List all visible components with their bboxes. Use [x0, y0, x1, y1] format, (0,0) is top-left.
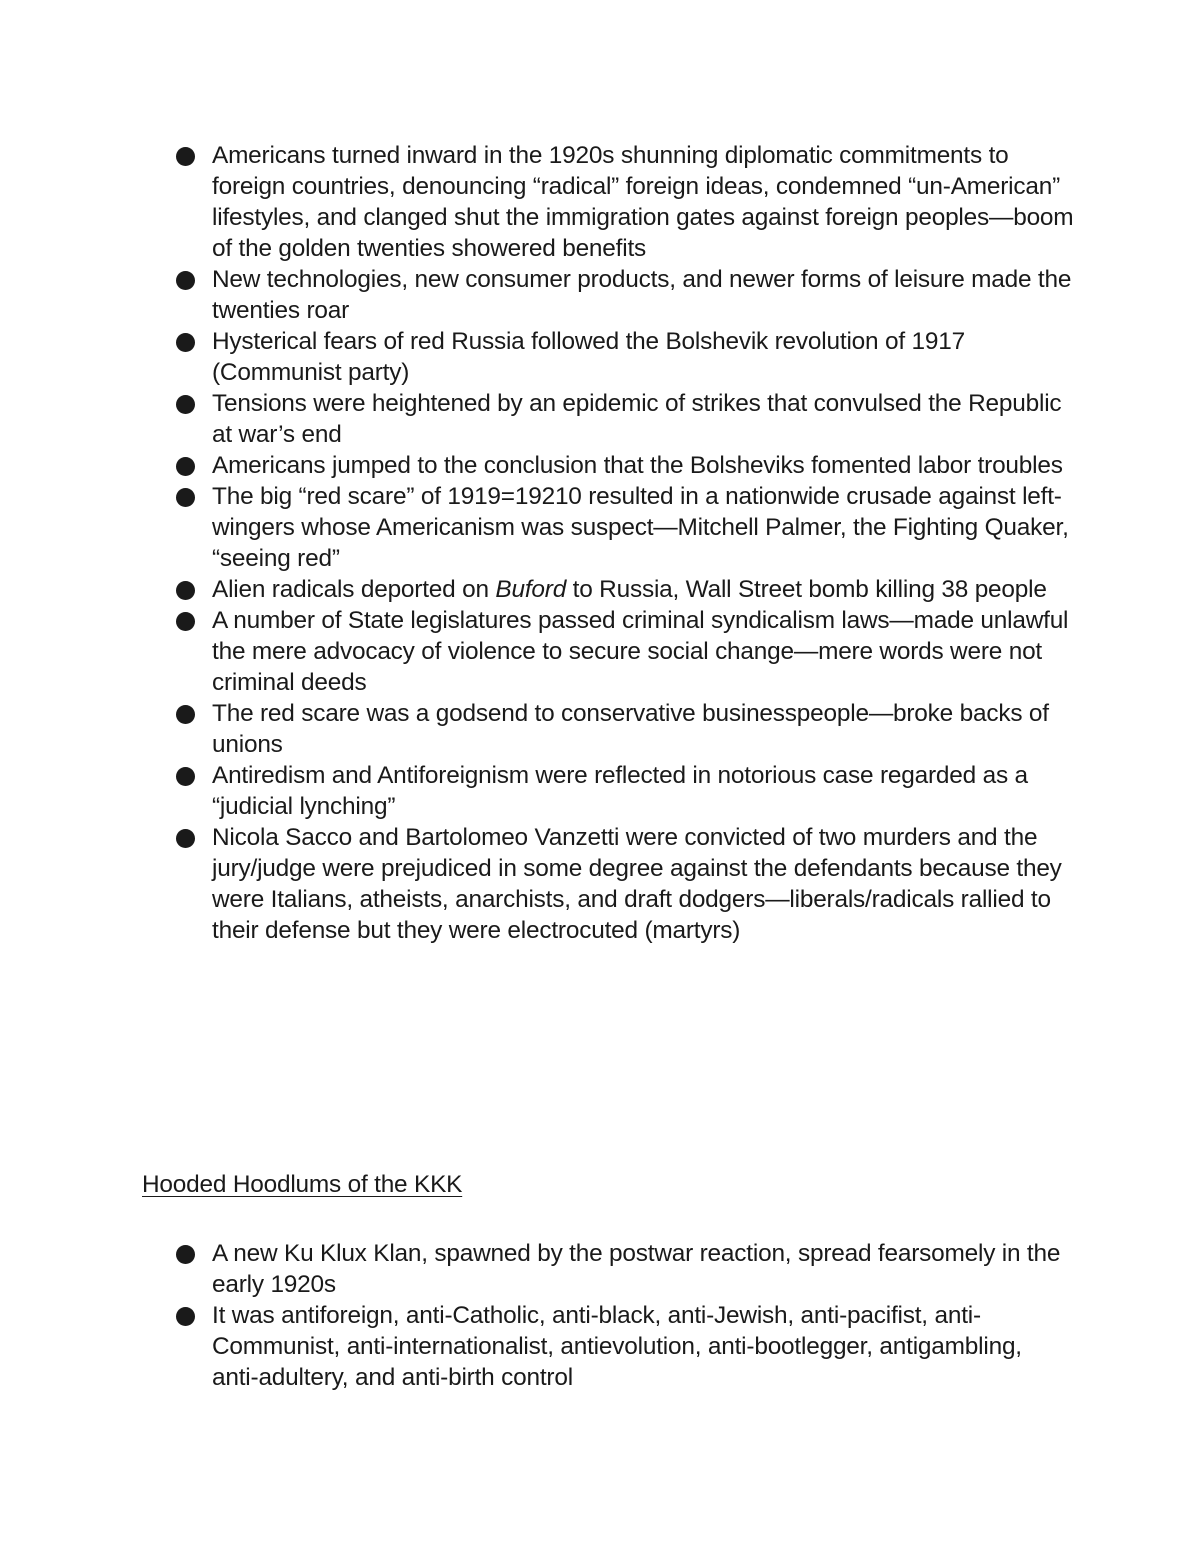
bullet-dot-icon [176, 829, 195, 848]
list-item [174, 264, 1074, 326]
bullet-dot-icon [176, 1245, 195, 1264]
list-item-text: It was antiforeign, anti-Catholic, anti-black, anti-Jewish, anti-pacifist, anti-Communist, anti-internationalist, antievolution, anti-bootlegger, antigambling, anti-adultery, and anti-birth control [212, 1302, 1022, 1391]
list-item-text: Hysterical fears of red Russia followed the Bolshevik revolution of 1917 (Communist party) [212, 328, 965, 386]
bullet-dot-icon [176, 457, 195, 476]
list-item-text: Americans jumped to the conclusion that the Bolsheviks fomented labor troubles [212, 452, 1063, 479]
bullet-list-kkk [174, 1238, 1074, 1393]
list-item-text: New technologies, new consumer products, and newer forms of leisure made the twenties roar [212, 266, 1072, 324]
bullet-dot-icon [176, 612, 195, 631]
list-item [174, 574, 1074, 605]
bullet-dot-icon [176, 333, 195, 352]
list-item [174, 450, 1074, 481]
list-item [174, 388, 1074, 450]
bullet-dot-icon [176, 581, 195, 600]
list-item-text: The red scare was a godsend to conservative businesspeople—broke backs of unions [212, 700, 1049, 758]
bullet-dot-icon [176, 1307, 195, 1326]
bullet-dot-icon [176, 767, 195, 786]
bullet-dot-icon [176, 705, 195, 724]
bullet-list-red-scare [174, 140, 1074, 946]
list-item [174, 1300, 1074, 1393]
ship-name-italic: Buford [495, 576, 567, 603]
bullet-dot-icon [176, 271, 195, 290]
list-item-text: A new Ku Klux Klan, spawned by the postwar reaction, spread fearsomely in the early 1920s [212, 1240, 1061, 1298]
section-heading: Hooded Hoodlums of the KKK [142, 1171, 463, 1198]
text-run: to Russia, Wall Street bomb killing 38 people [566, 576, 1047, 603]
list-item-text: Americans turned inward in the 1920s shunning diplomatic commitments to foreign countries, denouncing “radical” foreign ideas, condemned “un-American” lifestyles, and clanged shut the immigration gates against foreign peoples—boom of the golden twenties showered benefits [212, 142, 1074, 262]
list-item-text: Nicola Sacco and Bartolomeo Vanzetti were convicted of two murders and the jury/judge were prejudiced in some degree against the defendants because they were Italians, atheists, anarchists, and draft dodgers—liberals/radicals rallied to their defense but they were electrocuted (martyrs) [212, 824, 1062, 944]
bullet-dot-icon [176, 488, 195, 507]
list-item [174, 481, 1074, 574]
list-item [174, 140, 1074, 264]
list-item [174, 822, 1074, 946]
list-item [174, 760, 1074, 822]
list-item-text [212, 576, 1047, 603]
list-item-text: Tensions were heightened by an epidemic of strikes that convulsed the Republic at war’s end [212, 390, 1062, 448]
bullet-dot-icon [176, 147, 195, 166]
list-item [174, 326, 1074, 388]
list-item-text: Antiredism and Antiforeignism were reflected in notorious case regarded as a “judicial lynching” [212, 762, 1028, 820]
list-item-text: The big “red scare” of 1919=19210 resulted in a nationwide crusade against left-wingers whose Americanism was suspect—Mitchell Palmer, the Fighting Quaker, “seeing red” [212, 483, 1069, 572]
list-item-text: A number of State legislatures passed criminal syndicalism laws—made unlawful the mere advocacy of violence to secure social change—mere words were not criminal deeds [212, 607, 1069, 696]
list-item [174, 605, 1074, 698]
bullet-dot-icon [176, 395, 195, 414]
list-item [174, 698, 1074, 760]
list-item [174, 1238, 1074, 1300]
text-run: Alien radicals deported on [212, 576, 496, 603]
